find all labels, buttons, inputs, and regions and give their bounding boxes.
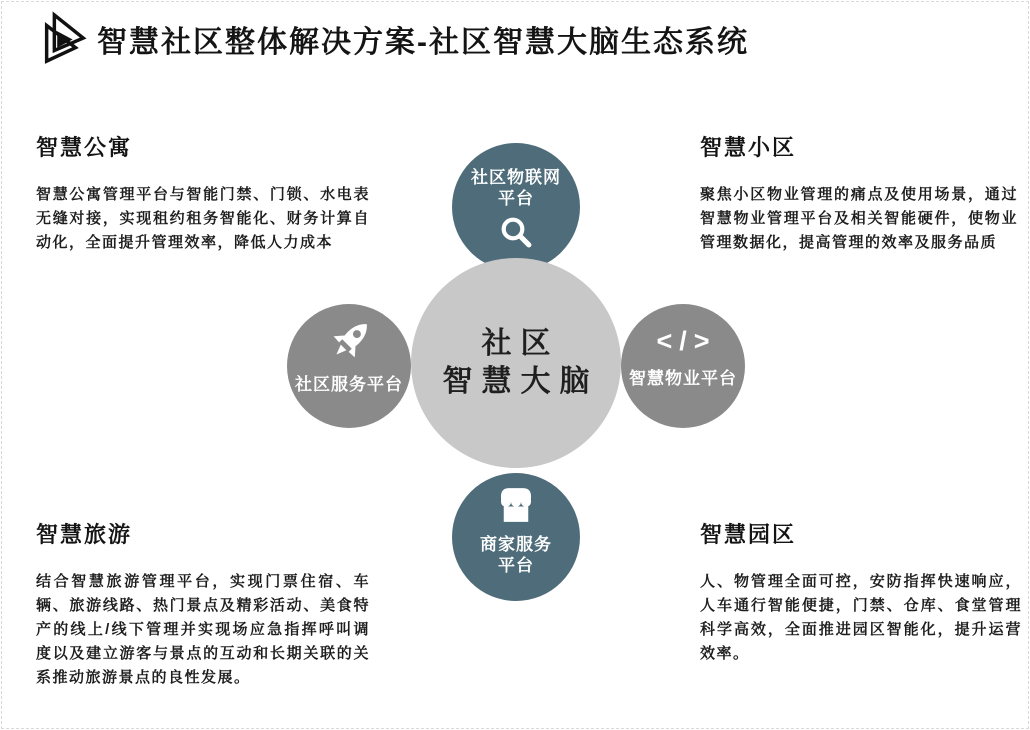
- satellite-community-service-platform: [287, 304, 411, 428]
- info-block-apartment: [36, 131, 370, 255]
- satellite-iot-platform: [452, 143, 580, 271]
- search-icon: [498, 209, 534, 250]
- tourism-body: 结合智慧旅游管理平台，实现门票住宿、车辆、旅游线路、热门景点及精彩活动、美食特产的线上/线下管理并实现场应急指挥呼叫调度以及建立游客与景点的互动和长期关联的关系推动旅游景点的良性发展。: [36, 573, 370, 686]
- apartment-heading: 智慧公寓: [36, 135, 133, 160]
- storefront-icon: [496, 485, 536, 525]
- iot-platform-label-line1: 社区物联网: [471, 168, 561, 187]
- iot-platform-label-line2: 平台: [498, 189, 534, 208]
- page-title: 智慧社区整体解决方案-社区智慧大脑生态系统: [97, 26, 749, 59]
- apartment-body: 智慧公寓管理平台与智能门禁、门锁、水电表无缝对接，实现租约租务智能化、财务计算自动化，全面提升管理效率，降低人力成本: [36, 186, 370, 251]
- residential-heading: 智慧小区: [700, 135, 797, 160]
- info-block-residential: [700, 131, 1018, 255]
- rocket-icon: [321, 314, 377, 370]
- tourism-heading: 智慧旅游: [36, 522, 133, 547]
- park-body: 人、物管理全面可控，安防指挥快速响应，人车通行智能便捷，门禁、仓库、食堂管理科学高效，全面推进园区智能化，提升运营效率。: [700, 573, 1022, 662]
- park-heading: 智慧园区: [700, 522, 797, 547]
- layered-triangles-logo-icon: [38, 8, 88, 70]
- code-icon: </>: [656, 326, 717, 356]
- residential-body: 聚焦小区物业管理的痛点及使用场景，通过智慧物业管理平台及相关智能硬件，使物业管理数据化，提高管理的效率及服务品质: [700, 186, 1018, 251]
- merchant-service-platform-label-line2: 平台: [498, 556, 534, 575]
- satellite-property-platform: [621, 304, 745, 428]
- center-label-line1: 社区: [481, 327, 560, 360]
- property-platform-label: 智慧物业平台: [629, 369, 737, 388]
- merchant-service-platform-label-line1: 商家服务: [480, 535, 552, 554]
- center-circle-community-brain: [411, 258, 621, 468]
- info-block-park: [700, 518, 1022, 666]
- satellite-merchant-service-platform: [452, 473, 580, 601]
- info-block-tourism: [36, 518, 370, 690]
- community-service-platform-label: 社区服务平台: [295, 375, 403, 394]
- center-label-line2: 智慧大脑: [442, 365, 599, 398]
- header: [38, 8, 749, 70]
